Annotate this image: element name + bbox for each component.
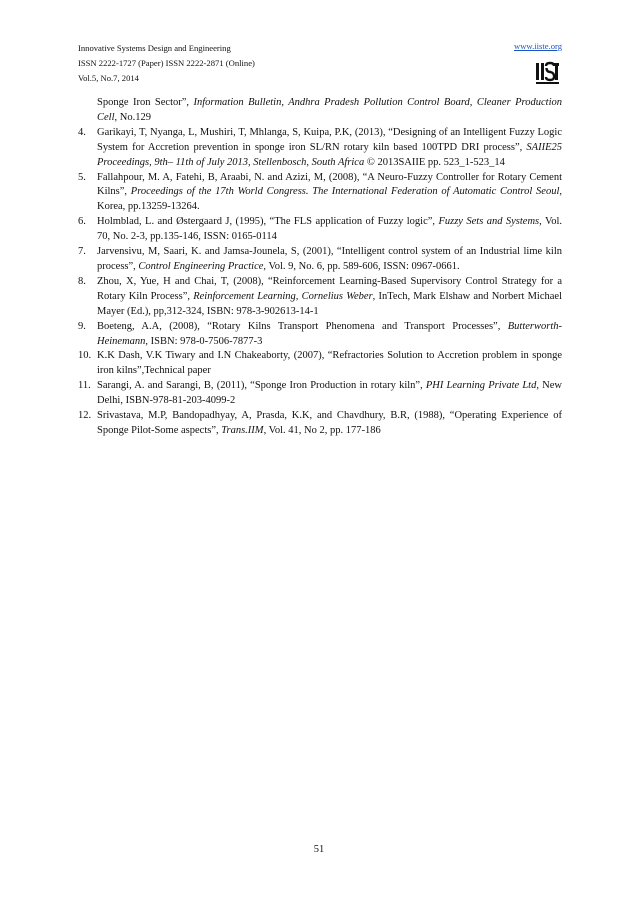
reference-source-title: Butterworth-Heinemann bbox=[97, 320, 562, 347]
reference-text: Zhou, X, Yue, H and Chai, T, (2008), “Reinforcement Learning-Based Supervisory Control Strategy for a Rotary Kiln Process”, bbox=[97, 275, 562, 302]
reference-number: 8. bbox=[78, 275, 86, 287]
reference-text: , No.129 bbox=[114, 111, 151, 123]
page-number: 51 bbox=[313, 844, 325, 855]
reference-item bbox=[78, 379, 562, 409]
reference-number: 11. bbox=[78, 380, 91, 392]
reference-text: , Vol. 9, No. 6, pp. 589-606, ISSN: 0967-0661. bbox=[263, 260, 460, 272]
reference-source-title: Information Bulletin, Andhra Pradesh Pollution Control Board, Cleaner Production Cell bbox=[97, 97, 562, 123]
reference-text: Sponge Iron Sector”, bbox=[97, 97, 194, 108]
reference-item bbox=[78, 126, 562, 171]
reference-text: Sarangi, A. and Sarangi, B, (2011), “Sponge Iron Production in rotary kiln”, bbox=[97, 380, 426, 392]
reference-source-title: PHI Learning Private Ltd bbox=[425, 380, 537, 392]
reference-item bbox=[78, 349, 562, 379]
reference-list bbox=[78, 96, 562, 439]
reference-item bbox=[78, 96, 562, 126]
reference-text: Srivastava, M.P, Bandopadhyay, A, Prasda, K.K, and Chavdhury, B.R, (1988), “Operating Experience of Sponge Pilot-Some aspects”, bbox=[97, 410, 562, 436]
reference-text: Fallahpour, M. A, Fatehi, B, Araabi, N. and Azizi, M, (2008), “A Neuro-Fuzzy Controller for Rotary Cement Kilns”, bbox=[97, 171, 562, 198]
volume-line: Vol.5, No.7, 2014 bbox=[78, 73, 139, 84]
reference-item bbox=[78, 215, 562, 245]
reference-number: 7. bbox=[78, 246, 86, 258]
reference-source-title: Proceedings of the 17th World Congress. The International Federation of Automatic Control Seoul bbox=[130, 186, 560, 198]
reference-source-title: Reinforcement Learning, Cornelius Weber bbox=[193, 290, 373, 302]
reference-source-title: SAIIE25 Proceedings, 9th– 11th of July 2013, Stellenbosch, South Africa bbox=[97, 141, 562, 168]
reference-item bbox=[78, 245, 562, 275]
reference-number: 10. bbox=[78, 350, 92, 362]
reference-text: K.K Dash, V.K Tiwary and I.N Chakeaborty, (2007), “Refractories Solution to Accretion problem in sponge iron kilns”,Technical paper bbox=[97, 350, 562, 377]
reference-number: 12. bbox=[78, 410, 92, 422]
page-header bbox=[78, 41, 562, 87]
reference-number: 5. bbox=[78, 171, 86, 183]
journal-url-link[interactable]: www.iiste.org bbox=[514, 41, 562, 51]
reference-source-title: Fuzzy Sets and Systems bbox=[438, 216, 540, 228]
reference-source-title: Control Engineering Practice bbox=[138, 260, 264, 272]
reference-text: Jarvensivu, M, Saari, K. and Jamsa-Jounela, S, (2001), “Intelligent control system of an Industrial lime kiln process”, bbox=[97, 246, 562, 272]
reference-text: , Vol. 41, No 2, pp. 177-186 bbox=[263, 424, 381, 436]
reference-text: Garikayi, T, Nyanga, L, Mushiri, T, Mhlanga, S, Kuipa, P.K, (2013), “Designing of an Intelligent Fuzzy Logic System for Accretion prevention in sponge iron SL/RN rotary kiln based 100TPD DRI process”, bbox=[97, 126, 562, 153]
reference-text: , InTech, Mark Elshaw and Norbert Michael Mayer (Ed.), pp,312-324, ISBN: 978-3-902613-14-1 bbox=[97, 290, 562, 317]
iiste-logo bbox=[534, 60, 560, 86]
reference-item bbox=[78, 320, 562, 350]
reference-item bbox=[78, 275, 562, 320]
reference-text: , ISBN: 978-0-7506-7877-3 bbox=[145, 335, 263, 347]
reference-item bbox=[78, 409, 562, 439]
reference-text: , New Delhi, ISBN-978-81-203-4099-2 bbox=[97, 380, 562, 407]
reference-text: , Korea, pp.13259-13264. bbox=[97, 186, 562, 213]
reference-number: 4. bbox=[78, 126, 86, 138]
reference-item bbox=[78, 171, 562, 216]
reference-text: © 2013SAIIE pp. 523_1-523_14 bbox=[364, 156, 505, 168]
reference-number: 9. bbox=[78, 320, 86, 332]
reference-text: Holmblad, L. and Østergaard J, (1995), “The FLS application of Fuzzy logic”, bbox=[97, 216, 439, 228]
reference-text: Boeteng, A.A, (2008), “Rotary Kilns Transport Phenomena and Transport Processes”, bbox=[97, 320, 508, 332]
issn-line: ISSN 2222-1727 (Paper) ISSN 2222-2871 (Online) bbox=[78, 58, 255, 69]
reference-source-title: Trans.IIM bbox=[221, 424, 264, 436]
reference-text: , Vol. 70, No. 2-3, pp.135-146, ISSN: 0165-0114 bbox=[97, 216, 562, 243]
reference-number: 6. bbox=[78, 216, 86, 228]
journal-title: Innovative Systems Design and Engineering bbox=[78, 43, 231, 53]
